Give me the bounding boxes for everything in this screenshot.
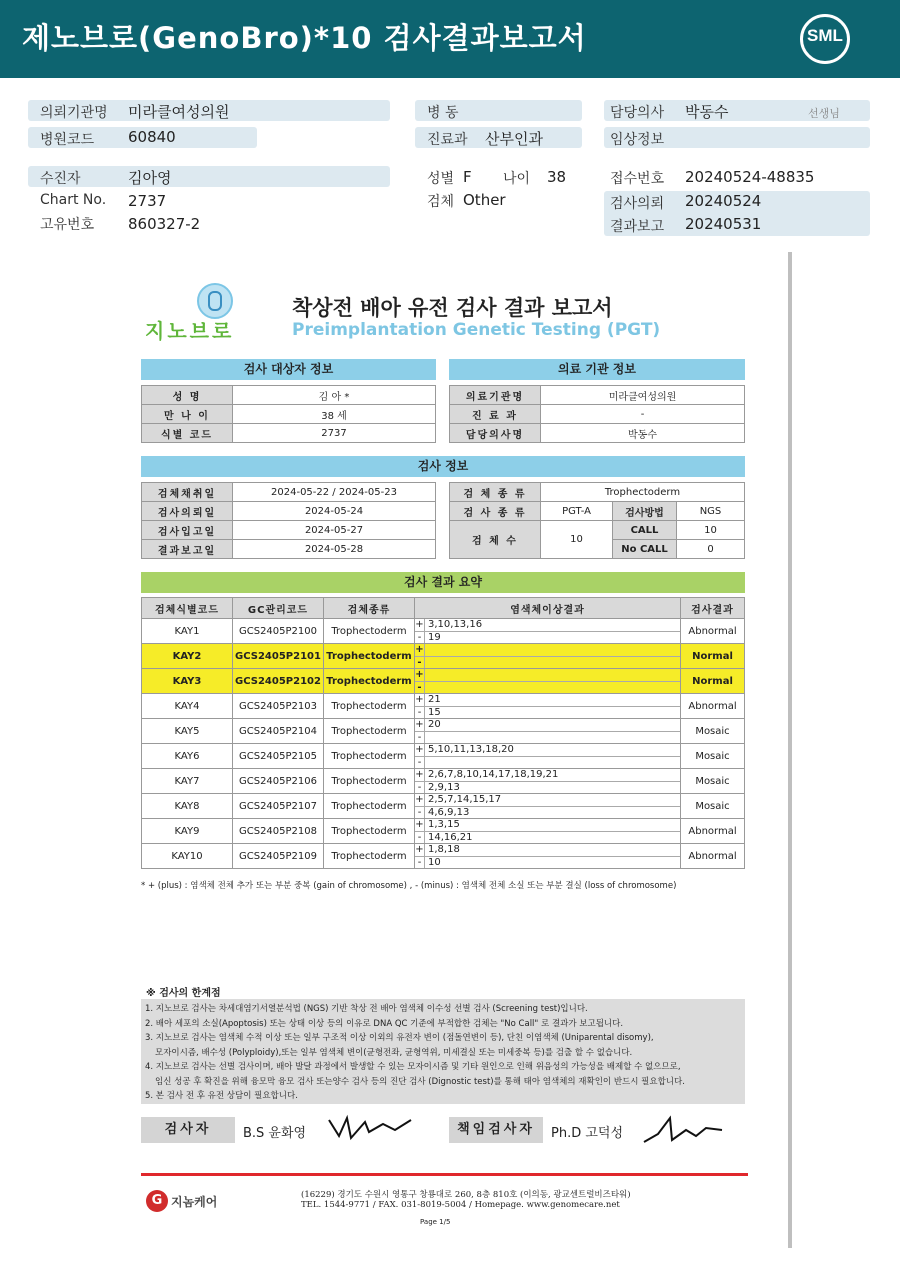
page-divider xyxy=(788,252,792,1248)
sample-id: KAY6 xyxy=(142,744,233,769)
plus-sign: + xyxy=(415,794,424,805)
gain-chromosomes: 2,6,7,8,10,14,17,18,19,21 xyxy=(428,769,559,780)
limitations-title: ※ 검사의 한계점 xyxy=(146,988,221,999)
sample-id: KAY9 xyxy=(142,819,233,844)
footer-red-line xyxy=(141,1173,748,1176)
limitations-box xyxy=(141,999,745,1104)
limitation-line: 2. 배아 세포의 소실(Apoptosis) 또는 상태 이상 등의 이유로 DNA QC 기준에 부적합한 검체는 "No Call" 로 결과가 보고됩니다. xyxy=(145,1018,624,1029)
results-table xyxy=(141,597,745,869)
receipt-label: 접수번호 xyxy=(610,171,665,187)
test-date-key: 결과보고일 xyxy=(142,540,233,559)
subject-section-header: 검사 대상자 정보 xyxy=(141,359,436,380)
gain-chromosomes: 21 xyxy=(428,694,441,705)
result-row xyxy=(142,844,745,869)
sml-logo-text: SML xyxy=(807,26,843,45)
subject-table xyxy=(141,385,436,443)
subject-key: 만 나 이 xyxy=(142,405,233,424)
ward-label: 병 동 xyxy=(427,105,459,121)
sample-type: Trophectoderm xyxy=(324,794,415,819)
result-row xyxy=(142,744,745,769)
test-date-value: 2024-05-22 / 2024-05-23 xyxy=(233,483,436,502)
minus-sign: - xyxy=(415,807,425,818)
chromosome-result xyxy=(415,819,681,844)
minus-sign: - xyxy=(415,657,425,668)
sample-type: Trophectoderm xyxy=(324,694,415,719)
minus-sign: - xyxy=(415,707,425,718)
report-title-english: Preimplantation Genetic Testing (PGT) xyxy=(292,320,661,340)
doctor-suffix: 선생님 xyxy=(808,107,840,120)
result-row xyxy=(142,669,745,694)
sex-value: F xyxy=(463,168,472,186)
chromosome-result xyxy=(415,744,681,769)
inspector-signature-icon xyxy=(325,1110,415,1146)
gc-code: GCS2405P2100 xyxy=(233,619,324,644)
chromosome-result xyxy=(415,794,681,819)
sample-id: KAY8 xyxy=(142,794,233,819)
genomecare-logo-icon: G xyxy=(146,1190,168,1212)
gc-code: GCS2405P2105 xyxy=(233,744,324,769)
sample-id: KAY3 xyxy=(142,669,233,694)
org-value: 박동수 xyxy=(541,424,745,443)
chromosome-result xyxy=(415,619,681,644)
minus-sign: - xyxy=(415,782,425,793)
test-result: Normal xyxy=(681,669,745,694)
subject-key: 성 명 xyxy=(142,386,233,405)
gain-chromosomes xyxy=(425,669,428,681)
test-result: Abnormal xyxy=(681,694,745,719)
subject-value: 김 아 * xyxy=(233,386,436,405)
org-value: 미라클여성의원 xyxy=(541,386,745,405)
loss-chromosomes xyxy=(425,657,428,668)
sample-type: Trophectoderm xyxy=(324,669,415,694)
loss-chromosomes: 10 xyxy=(428,857,441,868)
sample-type: Trophectoderm xyxy=(324,644,415,669)
col-header: GC관리코드 xyxy=(233,598,324,619)
result-row xyxy=(142,719,745,744)
limitation-line: 5. 본 검사 전 후 유전 상담이 필요합니다. xyxy=(145,1091,298,1101)
test-date-value: 2024-05-28 xyxy=(233,540,436,559)
gc-code: GCS2405P2106 xyxy=(233,769,324,794)
hospital-code-label: 병원코드 xyxy=(40,132,95,148)
plus-sign: + xyxy=(415,669,424,680)
col-header: 염색체이상결과 xyxy=(415,598,681,619)
count-key: 검 체 수 xyxy=(450,521,541,559)
sample-id: KAY5 xyxy=(142,719,233,744)
sample-id: KAY4 xyxy=(142,694,233,719)
req-date-value: 20240524 xyxy=(685,192,762,210)
gain-chromosomes: 1,3,15 xyxy=(428,819,460,830)
request-org-value: 미라클여성의원 xyxy=(128,103,230,121)
genobro-logo-text: 지노브로 xyxy=(145,319,235,343)
gain-chromosomes: 3,10,13,16 xyxy=(428,619,483,630)
gc-code: GCS2405P2102 xyxy=(233,669,324,694)
gc-code: GCS2405P2101 xyxy=(233,644,324,669)
gain-chromosomes: 2,5,7,14,15,17 xyxy=(428,794,502,805)
specimen-label: 검체 xyxy=(427,194,455,210)
test-result: Mosaic xyxy=(681,794,745,819)
method-key: 검사방법 xyxy=(613,502,677,521)
chromosome-result xyxy=(415,769,681,794)
age-value: 38 xyxy=(547,168,567,186)
test-type-key: 검 사 종 류 xyxy=(450,502,541,521)
sample-type: Trophectoderm xyxy=(324,719,415,744)
address-line: (16229) 경기도 수원시 영통구 창룡대로 260, 8층 810호 (이의동, 광교센트럴비즈타워) xyxy=(301,1190,631,1200)
patient-box xyxy=(28,166,390,187)
gc-code: GCS2405P2104 xyxy=(233,719,324,744)
test-section-header: 검사 정보 xyxy=(141,456,745,477)
plus-sign: + xyxy=(415,769,424,780)
call-value: 10 xyxy=(677,521,745,540)
company-name: 지놈케어 xyxy=(171,1195,218,1209)
doctor-label: 담당의사 xyxy=(610,105,665,121)
test-date-key: 검사입고일 xyxy=(142,521,233,540)
result-row xyxy=(142,619,745,644)
loss-chromosomes: 19 xyxy=(428,632,441,643)
chart-label: Chart No. xyxy=(40,192,107,208)
subject-value: 38 세 xyxy=(233,405,436,424)
plus-sign: + xyxy=(415,844,424,855)
chromosome-result xyxy=(415,719,681,744)
limitation-line: 4. 지노브로 검사는 선별 검사이며, 배아 발달 과정에서 발생할 수 있는 모자이시즘 및 기타 원인으로 인해 위음성의 가능성을 배제할 수 없으므로, xyxy=(145,1062,681,1072)
minus-sign: - xyxy=(415,857,425,868)
test-result: Abnormal xyxy=(681,619,745,644)
plus-sign: + xyxy=(415,694,424,705)
page-number: Page 1/5 xyxy=(420,1218,451,1226)
gc-code: GCS2405P2108 xyxy=(233,819,324,844)
inspector-name: B.S 윤화영 xyxy=(243,1126,307,1141)
loss-chromosomes: 4,6,9,13 xyxy=(428,807,470,818)
test-dates-table xyxy=(141,482,436,559)
col-header: 검사결과 xyxy=(681,598,745,619)
sample-type: Trophectoderm xyxy=(324,744,415,769)
result-row xyxy=(142,769,745,794)
call-key: CALL xyxy=(613,521,677,540)
test-date-value: 2024-05-24 xyxy=(233,502,436,521)
gc-code: GCS2405P2109 xyxy=(233,844,324,869)
clinical-label: 임상정보 xyxy=(610,132,665,148)
patient-label: 수진자 xyxy=(40,171,81,187)
org-value: - xyxy=(541,405,745,424)
req-date-label: 검사의뢰 xyxy=(610,196,665,212)
plus-sign: + xyxy=(415,719,424,730)
org-key: 진 료 과 xyxy=(450,405,541,424)
loss-chromosomes xyxy=(425,732,428,743)
org-key: 의료기관명 xyxy=(450,386,541,405)
nocall-value: 0 xyxy=(677,540,745,559)
test-result: Mosaic xyxy=(681,719,745,744)
sample-type: Trophectoderm xyxy=(324,769,415,794)
minus-sign: - xyxy=(415,632,425,643)
count-value: 10 xyxy=(541,521,613,559)
test-result: Mosaic xyxy=(681,744,745,769)
unique-label: 고유번호 xyxy=(40,217,95,233)
test-date-key: 검사의뢰일 xyxy=(142,502,233,521)
minus-sign: - xyxy=(415,757,425,768)
dept-value: 산부인과 xyxy=(485,130,543,148)
col-header: 검체종류 xyxy=(324,598,415,619)
gc-code: GCS2405P2103 xyxy=(233,694,324,719)
plus-sign: + xyxy=(415,644,424,655)
test-result: Normal xyxy=(681,644,745,669)
loss-chromosomes: 2,9,13 xyxy=(428,782,460,793)
result-row xyxy=(142,694,745,719)
minus-sign: - xyxy=(415,832,425,843)
result-row xyxy=(142,819,745,844)
chromosome-result xyxy=(415,694,681,719)
chart-value: 2737 xyxy=(128,192,167,210)
minus-sign: - xyxy=(415,732,425,743)
chromosome-result xyxy=(415,844,681,869)
result-row xyxy=(142,794,745,819)
gain-chromosomes: 5,10,11,13,18,20 xyxy=(428,744,514,755)
test-info-table xyxy=(449,482,745,559)
test-result: Abnormal xyxy=(681,819,745,844)
report-title: 제노브로(GenoBro)*10 검사결과보고서 xyxy=(22,21,587,55)
test-type-value: PGT-A xyxy=(541,502,613,521)
loss-chromosomes: 15 xyxy=(428,707,441,718)
hourglass-icon xyxy=(208,291,222,311)
chromosome-result xyxy=(415,669,681,694)
gain-chromosomes: 1,8,18 xyxy=(428,844,460,855)
subject-value: 2737 xyxy=(233,424,436,443)
sample-id: KAY1 xyxy=(142,619,233,644)
specimen-value: Other xyxy=(463,191,506,209)
result-row xyxy=(142,644,745,669)
patient-value: 김아영 xyxy=(128,169,172,187)
sex-label: 성별 xyxy=(427,171,455,187)
age-label: 나이 xyxy=(503,171,531,187)
doctor-value: 박동수 xyxy=(685,103,729,121)
test-result: Abnormal xyxy=(681,844,745,869)
sample-type: Trophectoderm xyxy=(324,819,415,844)
org-table xyxy=(449,385,745,443)
nocall-key: No CALL xyxy=(613,540,677,559)
receipt-value: 20240524-48835 xyxy=(685,168,815,186)
specimen-type-value: Trophectoderm xyxy=(541,483,745,502)
inspector-label: 검사자 xyxy=(141,1117,235,1143)
chromosome-result xyxy=(415,644,681,669)
report-date-label: 결과보고 xyxy=(610,219,665,235)
test-date-value: 2024-05-27 xyxy=(233,521,436,540)
org-key: 담당의사명 xyxy=(450,424,541,443)
sample-id: KAY7 xyxy=(142,769,233,794)
loss-chromosomes: 14,16,21 xyxy=(428,832,473,843)
loss-chromosomes xyxy=(425,682,428,693)
chief-label: 책임검사자 xyxy=(449,1117,543,1143)
gc-code: GCS2405P2107 xyxy=(233,794,324,819)
org-section-header: 의료 기관 정보 xyxy=(449,359,745,380)
method-value: NGS xyxy=(677,502,745,521)
dept-label: 진료과 xyxy=(427,132,468,148)
minus-sign: - xyxy=(415,682,425,693)
unique-value: 860327-2 xyxy=(128,215,201,233)
test-date-key: 검체채취일 xyxy=(142,483,233,502)
gain-chromosomes: 20 xyxy=(428,719,441,730)
plus-sign: + xyxy=(415,819,424,830)
report-date-value: 20240531 xyxy=(685,215,762,233)
limitation-line: 1. 지노브로 검사는 차세대염기서열분석법 (NGS) 기반 착상 전 배아 염색체 이수성 선별 검사 (Screening test)입니다. xyxy=(145,1004,588,1014)
sample-id: KAY10 xyxy=(142,844,233,869)
footnote: * + (plus) : 염색체 전체 추가 또는 부분 중복 (gain of chromosome) , - (minus) : 염색체 전체 소실 또는 부분 결실 (loss of chromosome) xyxy=(141,881,677,891)
sample-type: Trophectoderm xyxy=(324,619,415,644)
subject-key: 식별 코드 xyxy=(142,424,233,443)
limitation-line: 임신 성공 후 확진을 위해 융모막 융모 검사 또는양수 검사 등의 진단 검사 (Dignostic test)를 통해 태아 염색체의 재확인이 반드시 필요합니다. xyxy=(155,1076,685,1087)
sample-id: KAY2 xyxy=(142,644,233,669)
plus-sign: + xyxy=(415,744,424,755)
col-header: 검체식별코드 xyxy=(142,598,233,619)
hospital-code-value: 60840 xyxy=(128,128,176,146)
loss-chromosomes xyxy=(425,757,428,768)
plus-sign: + xyxy=(415,619,424,630)
test-result: Mosaic xyxy=(681,769,745,794)
gain-chromosomes xyxy=(425,644,428,656)
sample-type: Trophectoderm xyxy=(324,844,415,869)
limitation-line: 모자이시즘, 배수성 (Polyploidy),또는 일부 염색체 변이(균형전좌, 균형역위, 미세결실 또는 미세중복 등)를 검출 할 수 없습니다. xyxy=(155,1047,633,1058)
report-title-korean: 착상전 배아 유전 검사 결과 보고서 xyxy=(292,296,613,320)
summary-section-header: 검사 결과 요약 xyxy=(141,572,745,593)
chief-signature-icon xyxy=(640,1112,730,1148)
request-org-label: 의뢰기관명 xyxy=(40,105,108,121)
chief-name: Ph.D 고덕성 xyxy=(551,1126,624,1141)
specimen-type-key: 검 체 종 류 xyxy=(450,483,541,502)
contact-line: TEL. 1544-9771 / FAX. 031-8019-5004 / Homepage. www.genomecare.net xyxy=(301,1200,620,1210)
limitation-line: 3. 지노브로 검사는 염색체 수적 이상 또는 일부 구조적 이상 이외의 유전자 변이 (점돌연변이 등), 단친 이염색체 (Uniparental disomy), xyxy=(145,1033,654,1043)
